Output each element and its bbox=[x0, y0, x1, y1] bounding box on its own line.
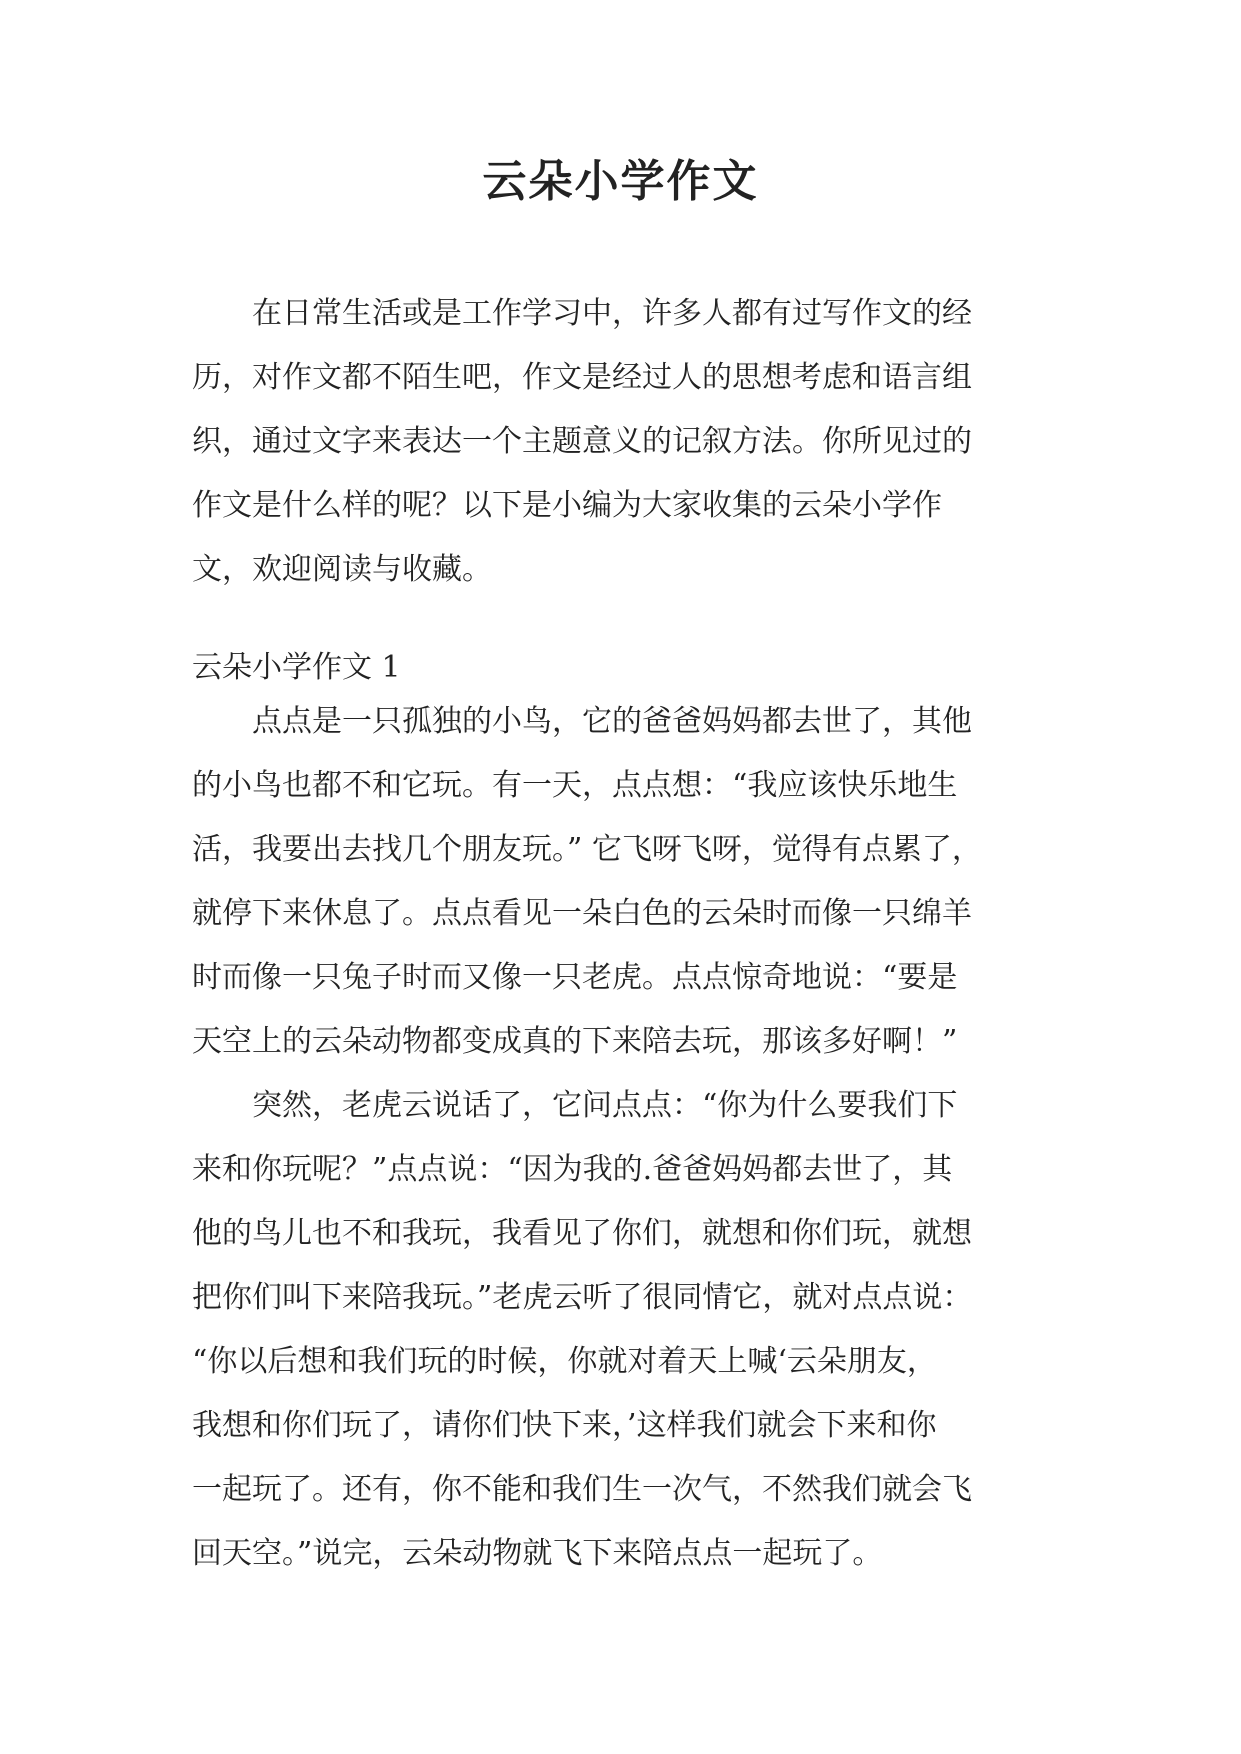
text-line: 活，我要出去找几个朋友玩。” 它飞呀飞呀，觉得有点累了， bbox=[192, 832, 982, 867]
text-line: “你以后想和我们玩的时候，你就对着天上喊‘云朵朋友， bbox=[192, 1344, 937, 1379]
text-line: 就停下来休息了。点点看见一朵白色的云朵时而像一只绵羊 bbox=[192, 896, 972, 931]
text-line: 在日常生活或是工作学习中，许多人都有过写作文的经 bbox=[192, 296, 972, 331]
text-line: 织，通过文字来表达一个主题意义的记叙方法。你所见过的 bbox=[192, 424, 972, 459]
text-line: 回天空。”说完，云朵动物就飞下来陪点点一起玩了。 bbox=[192, 1536, 883, 1571]
text-line: 一起玩了。还有，你不能和我们生一次气，不然我们就会飞 bbox=[192, 1472, 972, 1507]
text-line: 天空上的云朵动物都变成真的下来陪去玩，那该多好啊！” bbox=[192, 1024, 958, 1059]
text-line: 点点是一只孤独的小鸟，它的爸爸妈妈都去世了，其他 bbox=[192, 704, 972, 739]
text-line: 把你们叫下来陪我玩。”老虎云听了很同情它，就对点点说： bbox=[192, 1280, 973, 1315]
text-line: 我想和你们玩了，请你们快下来，’这样我们就会下来和你 bbox=[192, 1408, 937, 1443]
text-line: 突然，老虎云说话了，它问点点：“你为什么要我们下 bbox=[192, 1088, 958, 1123]
text-line: 来和你玩呢？”点点说：“因为我的.爸爸妈妈都去世了，其 bbox=[192, 1152, 953, 1187]
text-line: 作文是什么样的呢？以下是小编为大家收集的云朵小学作 bbox=[192, 488, 942, 523]
text-line: 文，欢迎阅读与收藏。 bbox=[192, 552, 492, 587]
text-line: 的小鸟也都不和它玩。有一天，点点想：“我应该快乐地生 bbox=[192, 768, 958, 803]
essay-body bbox=[192, 690, 1042, 1586]
essay-heading: 云朵小学作文 1 bbox=[192, 650, 401, 685]
text-line: 历，对作文都不陌生吧，作文是经过人的思想考虑和语言组 bbox=[192, 360, 972, 395]
text-line: 时而像一只兔子时而又像一只老虎。点点惊奇地说：“要是 bbox=[192, 960, 958, 995]
text-line: 他的鸟儿也不和我玩，我看见了你们，就想和你们玩，就想 bbox=[192, 1216, 972, 1251]
intro-paragraph bbox=[192, 282, 1042, 602]
document-title: 云朵小学作文 bbox=[482, 156, 759, 207]
